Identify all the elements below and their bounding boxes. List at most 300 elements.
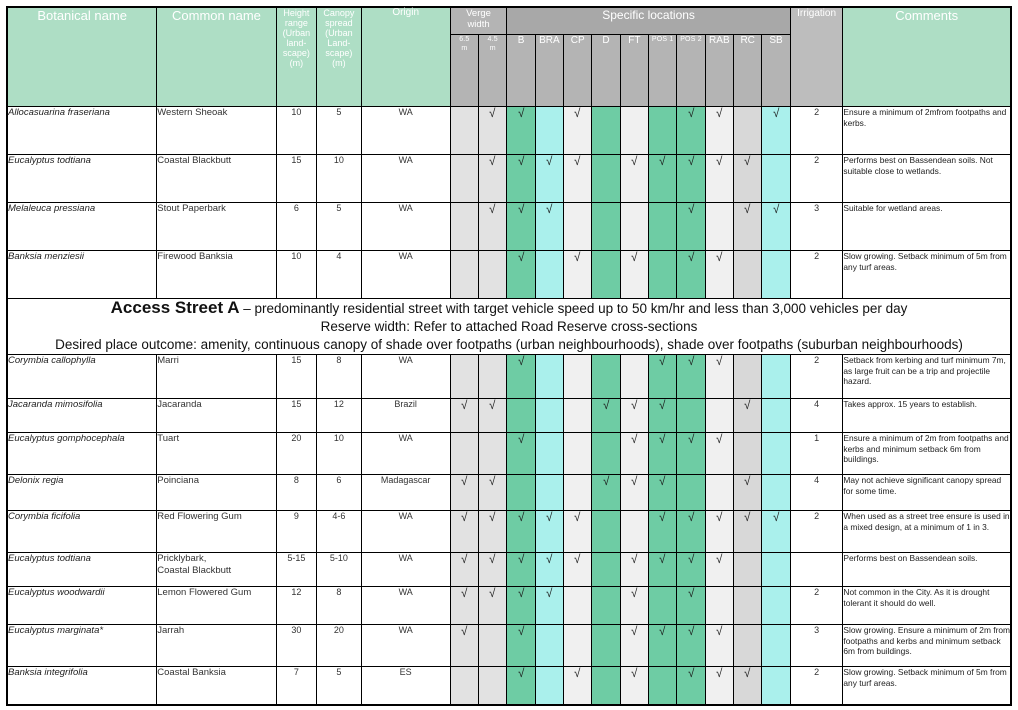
table-header xyxy=(7,7,1011,107)
check-mark-icon: √ xyxy=(659,154,666,168)
cell-botanical-name: Jacaranda mimosifolia xyxy=(7,399,157,433)
cell-tick-loc-sb xyxy=(762,475,790,511)
access-street-banner xyxy=(7,299,1011,355)
check-mark-icon: √ xyxy=(517,202,525,216)
check-mark-icon: √ xyxy=(489,510,496,524)
cell-tick-loc-bra xyxy=(535,251,563,299)
check-mark-icon: √ xyxy=(659,624,666,638)
cell-botanical-name: Delonix regia xyxy=(7,475,157,511)
table-row xyxy=(7,355,1011,399)
cell-tick-loc-pos1 xyxy=(649,587,677,625)
check-mark-icon: √ xyxy=(687,432,695,446)
cell-tick-verge-6-5m xyxy=(450,667,478,705)
cell-irrigation: 2 xyxy=(790,667,843,705)
cell-canopy-spread: 5 xyxy=(317,107,362,155)
street-tree-species-table xyxy=(6,6,1012,706)
check-mark-icon: √ xyxy=(517,510,525,524)
cell-origin: WA xyxy=(361,355,450,399)
cell-irrigation: 2 xyxy=(790,251,843,299)
check-mark-icon: √ xyxy=(461,398,468,412)
cell-tick-loc-ft xyxy=(620,355,648,399)
check-mark-icon: √ xyxy=(631,666,638,680)
cell-irrigation: 4 xyxy=(790,475,843,511)
cell-height-range: 10 xyxy=(276,251,316,299)
cell-tick-loc-rc xyxy=(734,625,762,667)
cell-tick-loc-rab xyxy=(705,553,733,587)
check-mark-icon: √ xyxy=(716,624,723,638)
cell-tick-loc-sb xyxy=(762,625,790,667)
cell-irrigation: 1 xyxy=(790,433,843,475)
cell-tick-loc-rc xyxy=(734,475,762,511)
cell-common-name: Poinciana xyxy=(157,475,276,511)
check-mark-icon: √ xyxy=(461,552,468,566)
cell-tick-loc-pos1 xyxy=(649,203,677,251)
cell-tick-loc-sb xyxy=(762,107,790,155)
cell-height-range: 7 xyxy=(276,667,316,705)
cell-common-name: Lemon Flowered Gum xyxy=(157,587,276,625)
cell-canopy-spread: 20 xyxy=(317,625,362,667)
cell-tick-loc-b xyxy=(507,251,535,299)
check-mark-icon: √ xyxy=(659,398,666,412)
cell-tick-loc-cp xyxy=(564,511,592,553)
table-body-banner xyxy=(7,299,1011,355)
check-mark-icon: √ xyxy=(574,666,581,680)
cell-tick-loc-d xyxy=(592,625,620,667)
cell-tick-loc-d xyxy=(592,107,620,155)
cell-comments: May not achieve significant canopy spread for some time. xyxy=(843,475,1011,511)
cell-height-range: 6 xyxy=(276,203,316,251)
cell-tick-verge-6-5m xyxy=(450,203,478,251)
cell-tick-loc-rc xyxy=(734,355,762,399)
cell-tick-loc-rab xyxy=(705,433,733,475)
col-header-verge-4-5m: 4.5 m xyxy=(479,35,507,107)
check-mark-icon: √ xyxy=(574,106,581,120)
cell-tick-loc-pos1 xyxy=(649,625,677,667)
cell-tick-verge-6-5m xyxy=(450,475,478,511)
cell-origin: WA xyxy=(361,251,450,299)
col-header-irrigation: Irrigation xyxy=(790,7,843,107)
cell-botanical-name: Corymbia callophylla xyxy=(7,355,157,399)
check-mark-icon: √ xyxy=(461,624,468,638)
check-mark-icon: √ xyxy=(546,154,553,168)
check-mark-icon: √ xyxy=(517,154,525,168)
cell-tick-loc-cp xyxy=(564,475,592,511)
cell-tick-loc-d xyxy=(592,433,620,475)
check-mark-icon: √ xyxy=(772,510,780,524)
cell-tick-loc-bra xyxy=(535,553,563,587)
check-mark-icon: √ xyxy=(602,474,610,488)
check-mark-icon: √ xyxy=(716,250,723,264)
cell-tick-loc-d xyxy=(592,553,620,587)
check-mark-icon: √ xyxy=(461,510,468,524)
cell-tick-loc-sb xyxy=(762,355,790,399)
cell-botanical-name: Eucalyptus marginata* xyxy=(7,625,157,667)
cell-tick-loc-cp xyxy=(564,107,592,155)
cell-tick-loc-pos2 xyxy=(677,251,705,299)
cell-tick-loc-cp xyxy=(564,553,592,587)
cell-tick-verge-4-5m xyxy=(479,475,507,511)
cell-height-range: 30 xyxy=(276,625,316,667)
cell-tick-loc-sb xyxy=(762,251,790,299)
cell-origin: WA xyxy=(361,107,450,155)
cell-canopy-spread: 8 xyxy=(317,587,362,625)
cell-tick-loc-ft xyxy=(620,399,648,433)
cell-common-name: Coastal Blackbutt xyxy=(157,155,276,203)
table-row xyxy=(7,203,1011,251)
check-mark-icon: √ xyxy=(687,586,695,600)
table-body-top xyxy=(7,107,1011,299)
cell-tick-loc-pos1 xyxy=(649,553,677,587)
cell-irrigation: 2 xyxy=(790,355,843,399)
cell-common-name: Firewood Banksia xyxy=(157,251,276,299)
cell-tick-loc-pos1 xyxy=(649,155,677,203)
cell-tick-loc-rc xyxy=(734,667,762,705)
cell-tick-verge-4-5m xyxy=(479,433,507,475)
cell-tick-loc-cp xyxy=(564,251,592,299)
col-header-verge-6-5m: 6.5 m xyxy=(450,35,478,107)
cell-height-range: 5-15 xyxy=(276,553,316,587)
cell-tick-verge-6-5m xyxy=(450,553,478,587)
header-row-1 xyxy=(7,7,1011,35)
cell-tick-loc-rab xyxy=(705,475,733,511)
cell-origin: WA xyxy=(361,155,450,203)
cell-tick-loc-ft xyxy=(620,433,648,475)
cell-tick-loc-pos1 xyxy=(649,355,677,399)
cell-irrigation: 2 xyxy=(790,587,843,625)
cell-origin: WA xyxy=(361,203,450,251)
cell-tick-loc-cp xyxy=(564,667,592,705)
cell-origin: WA xyxy=(361,587,450,625)
cell-canopy-spread: 8 xyxy=(317,355,362,399)
col-header-botanical-name: Botanical name xyxy=(7,7,157,107)
cell-tick-verge-4-5m xyxy=(479,667,507,705)
cell-tick-loc-ft xyxy=(620,511,648,553)
cell-tick-loc-rc xyxy=(734,251,762,299)
check-mark-icon: √ xyxy=(461,474,468,488)
cell-tick-loc-cp xyxy=(564,203,592,251)
cell-tick-verge-4-5m xyxy=(479,399,507,433)
check-mark-icon: √ xyxy=(517,666,525,680)
cell-comments: Setback from kerbing and turf minimum 7m, as large fruit can be a trip and projectile hazard. xyxy=(843,355,1011,399)
check-mark-icon: √ xyxy=(489,202,496,216)
cell-tick-loc-d xyxy=(592,511,620,553)
cell-tick-loc-rab xyxy=(705,355,733,399)
cell-canopy-spread: 5-10 xyxy=(317,553,362,587)
cell-tick-loc-d xyxy=(592,251,620,299)
cell-tick-loc-pos2 xyxy=(677,587,705,625)
cell-origin: WA xyxy=(361,553,450,587)
cell-comments: Slow growing. Setback minimum of 5m from any turf areas. xyxy=(843,667,1011,705)
check-mark-icon: √ xyxy=(687,510,695,524)
col-header-canopy-spread: Canopy spread (Urban Land- scape) (m) xyxy=(317,7,362,107)
cell-tick-loc-b xyxy=(507,155,535,203)
cell-tick-loc-pos2 xyxy=(677,433,705,475)
check-mark-icon: √ xyxy=(772,106,780,120)
check-mark-icon: √ xyxy=(687,202,695,216)
cell-botanical-name: Banksia menziesii xyxy=(7,251,157,299)
col-header-loc-d: D xyxy=(592,35,620,107)
cell-tick-loc-rc xyxy=(734,203,762,251)
cell-tick-loc-ft xyxy=(620,475,648,511)
cell-irrigation: 2 xyxy=(790,107,843,155)
cell-botanical-name: Banksia integrifolia xyxy=(7,667,157,705)
cell-tick-verge-4-5m xyxy=(479,553,507,587)
cell-tick-loc-b xyxy=(507,475,535,511)
cell-common-name: Stout Paperbark xyxy=(157,203,276,251)
col-header-specific-locations: Specific locations xyxy=(507,7,790,35)
banner-line-1 xyxy=(8,299,1010,318)
cell-botanical-name: Eucalyptus gomphocephala xyxy=(7,433,157,475)
cell-tick-loc-bra xyxy=(535,107,563,155)
cell-tick-loc-pos2 xyxy=(677,355,705,399)
cell-botanical-name: Eucalyptus todtiana xyxy=(7,155,157,203)
cell-tick-loc-pos1 xyxy=(649,475,677,511)
cell-tick-loc-sb xyxy=(762,553,790,587)
check-mark-icon: √ xyxy=(631,474,638,488)
cell-tick-verge-6-5m xyxy=(450,625,478,667)
cell-tick-loc-pos2 xyxy=(677,203,705,251)
check-mark-icon: √ xyxy=(517,552,525,566)
cell-botanical-name: Allocasuarina fraseriana xyxy=(7,107,157,155)
cell-irrigation: 2 xyxy=(790,155,843,203)
check-mark-icon: √ xyxy=(574,154,581,168)
cell-origin: WA xyxy=(361,625,450,667)
cell-tick-loc-rab xyxy=(705,399,733,433)
cell-tick-loc-pos2 xyxy=(677,667,705,705)
cell-irrigation: 3 xyxy=(790,625,843,667)
cell-tick-loc-pos2 xyxy=(677,399,705,433)
cell-tick-loc-ft xyxy=(620,553,648,587)
cell-tick-loc-rab xyxy=(705,203,733,251)
cell-canopy-spread: 4 xyxy=(317,251,362,299)
cell-tick-verge-6-5m xyxy=(450,433,478,475)
check-mark-icon: √ xyxy=(687,666,695,680)
check-mark-icon: √ xyxy=(631,250,638,264)
check-mark-icon: √ xyxy=(574,510,581,524)
cell-canopy-spread: 5 xyxy=(317,203,362,251)
cell-comments: Slow growing. Ensure a minimum of 2m from footpaths and kerbs and minimum setback 6m from buildings. xyxy=(843,625,1011,667)
cell-origin: ES xyxy=(361,667,450,705)
cell-tick-verge-6-5m xyxy=(450,251,478,299)
check-mark-icon: √ xyxy=(517,106,525,120)
table-row xyxy=(7,667,1011,705)
check-mark-icon: √ xyxy=(546,510,553,524)
cell-tick-loc-bra xyxy=(535,475,563,511)
col-header-loc-sb: SB xyxy=(762,35,790,107)
cell-tick-loc-pos1 xyxy=(649,433,677,475)
cell-tick-loc-b xyxy=(507,587,535,625)
cell-height-range: 15 xyxy=(276,399,316,433)
check-mark-icon: √ xyxy=(744,510,751,524)
check-mark-icon: √ xyxy=(631,432,638,446)
col-header-loc-b: B xyxy=(507,35,535,107)
cell-tick-loc-ft xyxy=(620,203,648,251)
cell-height-range: 8 xyxy=(276,475,316,511)
cell-comments: When used as a street tree ensure is used in a mixed design, at a minimum of 1 in 3. xyxy=(843,511,1011,553)
check-mark-icon: √ xyxy=(631,552,638,566)
cell-canopy-spread: 10 xyxy=(317,155,362,203)
check-mark-icon: √ xyxy=(631,398,638,412)
cell-tick-loc-pos2 xyxy=(677,511,705,553)
cell-tick-loc-cp xyxy=(564,155,592,203)
cell-tick-loc-d xyxy=(592,355,620,399)
check-mark-icon: √ xyxy=(716,154,723,168)
check-mark-icon: √ xyxy=(546,552,553,566)
cell-tick-loc-b xyxy=(507,625,535,667)
cell-tick-verge-4-5m xyxy=(479,625,507,667)
cell-tick-loc-d xyxy=(592,475,620,511)
cell-canopy-spread: 6 xyxy=(317,475,362,511)
cell-origin: Madagascar xyxy=(361,475,450,511)
check-mark-icon: √ xyxy=(517,586,525,600)
cell-tick-loc-ft xyxy=(620,587,648,625)
cell-irrigation: 2 xyxy=(790,511,843,553)
col-header-loc-pos1: POS 1 xyxy=(649,35,677,107)
table-row xyxy=(7,511,1011,553)
cell-tick-verge-6-5m xyxy=(450,107,478,155)
cell-common-name: Jarrah xyxy=(157,625,276,667)
cell-tick-loc-rab xyxy=(705,155,733,203)
cell-tick-loc-d xyxy=(592,667,620,705)
check-mark-icon: √ xyxy=(631,624,638,638)
cell-tick-loc-pos1 xyxy=(649,107,677,155)
cell-tick-loc-cp xyxy=(564,355,592,399)
check-mark-icon: √ xyxy=(772,202,780,216)
check-mark-icon: √ xyxy=(489,154,496,168)
table-row xyxy=(7,625,1011,667)
table-body-bottom xyxy=(7,355,1011,705)
check-mark-icon: √ xyxy=(631,586,638,600)
check-mark-icon: √ xyxy=(574,250,581,264)
cell-common-name: Western Sheoak xyxy=(157,107,276,155)
check-mark-icon: √ xyxy=(744,666,751,680)
cell-tick-verge-4-5m xyxy=(479,155,507,203)
col-header-common-name: Common name xyxy=(157,7,276,107)
cell-tick-loc-b xyxy=(507,399,535,433)
cell-tick-verge-6-5m xyxy=(450,355,478,399)
cell-tick-loc-cp xyxy=(564,587,592,625)
cell-tick-loc-bra xyxy=(535,433,563,475)
check-mark-icon: √ xyxy=(602,398,610,412)
check-mark-icon: √ xyxy=(744,474,751,488)
cell-tick-loc-sb xyxy=(762,203,790,251)
cell-tick-loc-rab xyxy=(705,511,733,553)
cell-tick-loc-bra xyxy=(535,203,563,251)
check-mark-icon: √ xyxy=(744,154,751,168)
cell-tick-verge-4-5m xyxy=(479,511,507,553)
banner-line-2: Reserve width: Refer to attached Road Reserve cross-sections xyxy=(320,319,698,334)
col-header-loc-cp: CP xyxy=(564,35,592,107)
check-mark-icon: √ xyxy=(659,552,666,566)
cell-tick-loc-d xyxy=(592,155,620,203)
col-header-loc-pos2: POS 2 xyxy=(677,35,705,107)
check-mark-icon: √ xyxy=(687,250,695,264)
cell-common-name: Pricklybark, Coastal Blackbutt xyxy=(157,553,276,587)
check-mark-icon: √ xyxy=(517,354,525,368)
cell-tick-loc-pos1 xyxy=(649,511,677,553)
cell-tick-verge-4-5m xyxy=(479,587,507,625)
cell-tick-loc-bra xyxy=(535,511,563,553)
cell-height-range: 12 xyxy=(276,587,316,625)
cell-botanical-name: Corymbia ficifolia xyxy=(7,511,157,553)
cell-tick-loc-bra xyxy=(535,155,563,203)
check-mark-icon: √ xyxy=(716,510,723,524)
cell-tick-loc-rc xyxy=(734,155,762,203)
col-header-loc-bra: BRA xyxy=(535,35,563,107)
cell-tick-loc-rab xyxy=(705,107,733,155)
cell-height-range: 10 xyxy=(276,107,316,155)
cell-tick-loc-pos2 xyxy=(677,107,705,155)
check-mark-icon: √ xyxy=(517,250,525,264)
cell-tick-loc-rc xyxy=(734,107,762,155)
cell-botanical-name: Melaleuca pressiana xyxy=(7,203,157,251)
cell-height-range: 20 xyxy=(276,433,316,475)
cell-comments: Ensure a minimum of 2mfrom footpaths and kerbs. xyxy=(843,107,1011,155)
cell-tick-verge-6-5m xyxy=(450,587,478,625)
check-mark-icon: √ xyxy=(716,354,723,368)
banner-title: Access Street A xyxy=(110,298,240,317)
cell-origin: WA xyxy=(361,433,450,475)
cell-tick-loc-b xyxy=(507,107,535,155)
cell-tick-loc-rc xyxy=(734,399,762,433)
cell-comments: Suitable for wetland areas. xyxy=(843,203,1011,251)
cell-tick-verge-4-5m xyxy=(479,107,507,155)
cell-tick-verge-6-5m xyxy=(450,155,478,203)
check-mark-icon: √ xyxy=(574,552,581,566)
cell-tick-loc-b xyxy=(507,553,535,587)
cell-tick-loc-b xyxy=(507,667,535,705)
cell-height-range: 15 xyxy=(276,355,316,399)
cell-tick-loc-cp xyxy=(564,399,592,433)
cell-tick-loc-pos1 xyxy=(649,667,677,705)
cell-common-name: Coastal Banksia xyxy=(157,667,276,705)
check-mark-icon: √ xyxy=(716,552,723,566)
cell-tick-loc-pos2 xyxy=(677,553,705,587)
cell-tick-loc-b xyxy=(507,511,535,553)
cell-tick-loc-bra xyxy=(535,355,563,399)
cell-comments: Performs best on Bassendean soils. Not suitable close to wetlands. xyxy=(843,155,1011,203)
cell-tick-loc-sb xyxy=(762,433,790,475)
banner-line-3: Desired place outcome: amenity, continuous canopy of shade over footpaths (urban neighbourhoods), shade over footpaths (suburban neighbourhoods) xyxy=(55,337,963,352)
table-row xyxy=(7,475,1011,511)
cell-tick-loc-ft xyxy=(620,155,648,203)
cell-tick-loc-sb xyxy=(762,667,790,705)
table-row xyxy=(7,155,1011,203)
check-mark-icon: √ xyxy=(716,432,723,446)
cell-height-range: 15 xyxy=(276,155,316,203)
cell-comments: Performs best on Bassendean soils. xyxy=(843,553,1011,587)
check-mark-icon: √ xyxy=(744,398,751,412)
cell-tick-loc-pos2 xyxy=(677,625,705,667)
check-mark-icon: √ xyxy=(659,474,666,488)
cell-botanical-name: Eucalyptus todtiana xyxy=(7,553,157,587)
cell-tick-verge-6-5m xyxy=(450,399,478,433)
cell-tick-loc-cp xyxy=(564,433,592,475)
check-mark-icon: √ xyxy=(546,202,553,216)
col-header-verge-width: Verge width xyxy=(450,7,507,35)
cell-tick-loc-ft xyxy=(620,625,648,667)
cell-common-name: Marri xyxy=(157,355,276,399)
check-mark-icon: √ xyxy=(631,154,638,168)
table-row xyxy=(7,107,1011,155)
cell-comments: Not common in the City. As it is drought tolerant it should do well. xyxy=(843,587,1011,625)
cell-tick-verge-4-5m xyxy=(479,251,507,299)
cell-irrigation: 4 xyxy=(790,399,843,433)
cell-tick-loc-ft xyxy=(620,251,648,299)
cell-height-range: 9 xyxy=(276,511,316,553)
cell-common-name: Jacaranda xyxy=(157,399,276,433)
cell-tick-loc-bra xyxy=(535,587,563,625)
